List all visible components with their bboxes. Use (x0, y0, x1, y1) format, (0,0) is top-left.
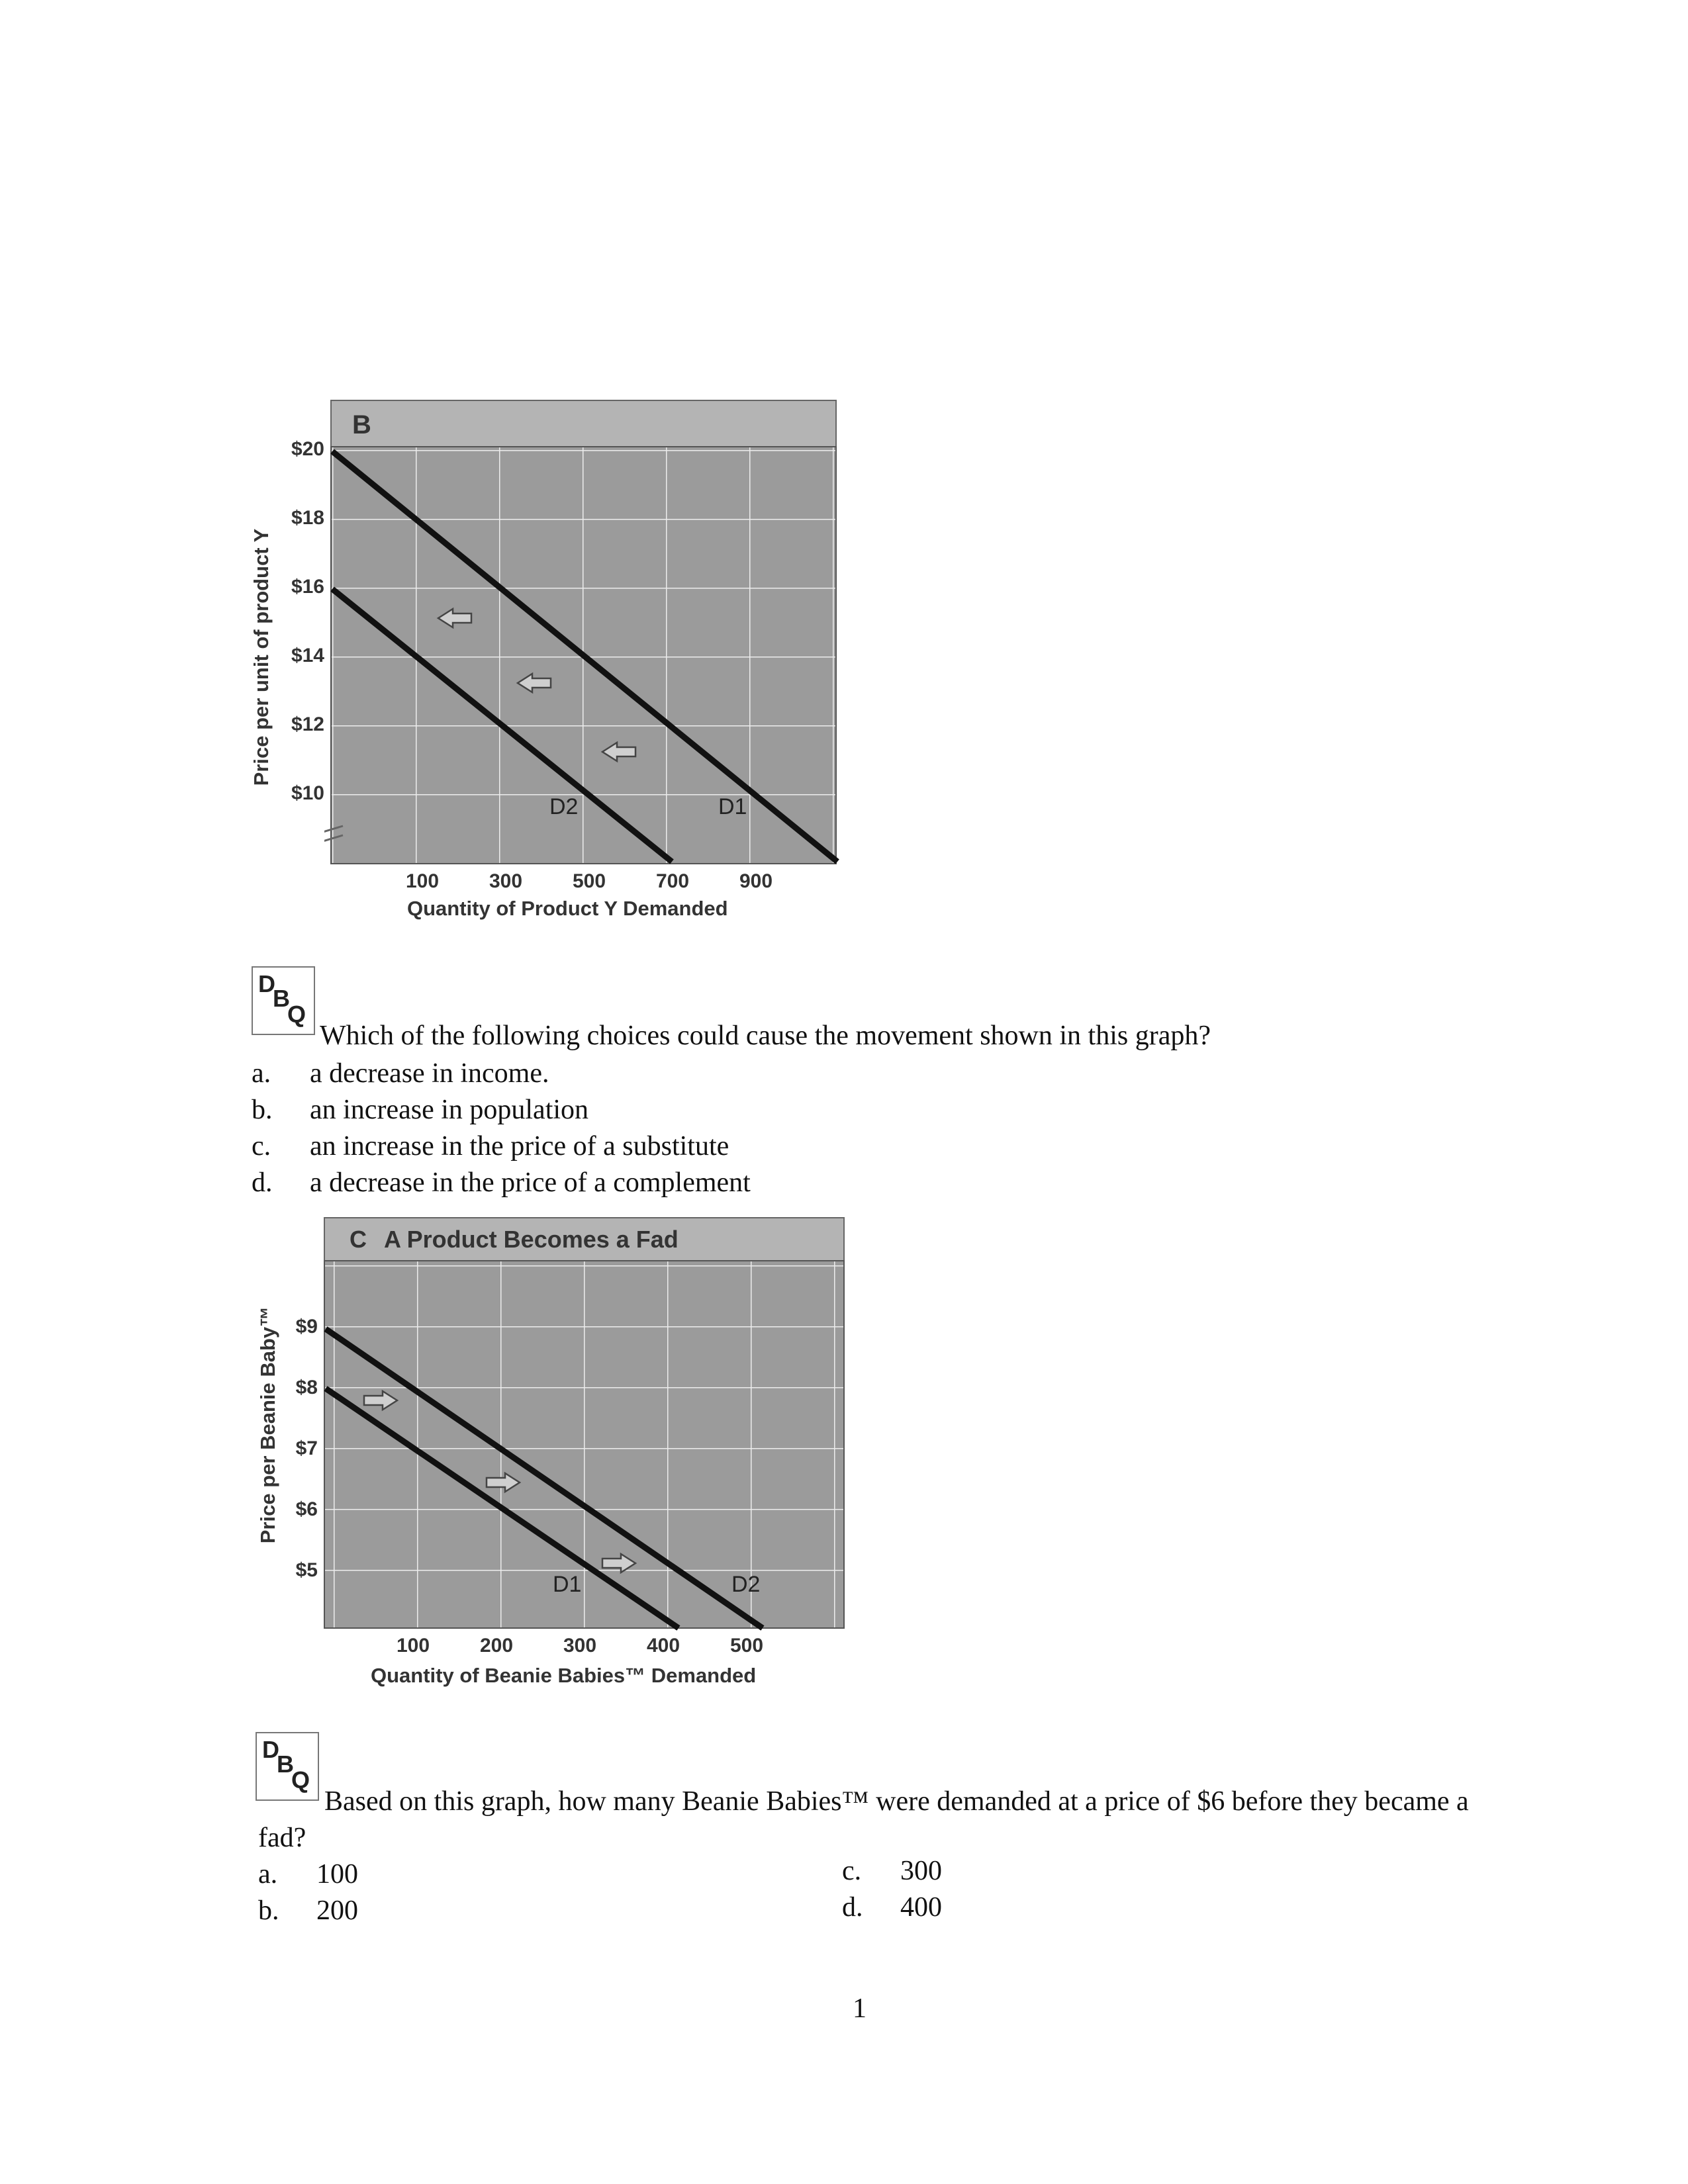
chart-b-ytick: $18 (291, 507, 324, 529)
question-2-option-letter: a. (258, 1859, 278, 1889)
page-number: 1 (853, 1993, 867, 2024)
question-2-option-text: 200 (316, 1895, 358, 1926)
dbq-icon-letter: B (277, 1751, 294, 1778)
chart-c-ytick: $6 (295, 1498, 318, 1520)
chart-c-xtick: 200 (479, 1635, 514, 1657)
chart-c-ytick: $7 (295, 1437, 318, 1459)
question-2-option-letter: c. (842, 1856, 862, 1886)
chart-c-ylabel: Price per Beanie Baby™ (256, 1306, 279, 1544)
chart-b-ytick: $20 (291, 438, 324, 460)
dbq-icon (256, 1732, 319, 1801)
chart-c-plot (318, 1211, 847, 1635)
question-2-option-text: 300 (900, 1856, 942, 1886)
dbq-icon (252, 966, 315, 1035)
chart-c-ytick: $5 (295, 1559, 318, 1581)
question-1-option-letter: d. (252, 1167, 273, 1198)
question-2-option-letter: b. (258, 1895, 279, 1926)
dbq-icon-letter: Q (287, 1001, 306, 1028)
chart-b-container (0, 0, 1688, 960)
question-1-option-letter: c. (252, 1131, 271, 1161)
chart-c-panel-label: C (350, 1226, 367, 1253)
dbq-icon-letter: B (273, 985, 290, 1012)
chart-c-title: A Product Becomes a Fad (384, 1226, 679, 1253)
chart-b-ytick: $12 (291, 713, 324, 735)
chart-b-ylabel-page: Price per unit of product Y (250, 528, 273, 786)
dbq-icon-letter: Q (291, 1766, 310, 1794)
chart-b-xtick: 700 (655, 870, 690, 892)
chart-b-ytick: $14 (291, 645, 324, 666)
chart-c-xtick: 400 (646, 1635, 680, 1657)
chart-b-plot (324, 397, 841, 870)
chart-c-xtick: 500 (729, 1635, 764, 1657)
chart-c-xtick: 300 (563, 1635, 597, 1657)
chart-b-label-d1: D1 (718, 794, 747, 819)
question-1-option-letter: b. (252, 1095, 273, 1125)
chart-b-label-d2: D2 (549, 794, 579, 819)
chart-b-xtick: 100 (405, 870, 440, 892)
chart-b-ytick: $16 (291, 576, 324, 598)
question-1-text: Which of the following choices could cause the movement shown in this graph? (320, 1021, 1211, 1051)
chart-b-xlabel: Quantity of Product Y Demanded (407, 897, 728, 920)
chart-c-container (0, 1211, 1688, 1707)
question-2-option-letter: d. (842, 1892, 863, 1923)
question-1-option-text: a decrease in income. (310, 1058, 549, 1089)
chart-c-plot-area (324, 1261, 844, 1628)
chart-c-label-d2: D2 (731, 1572, 761, 1597)
chart-c-ytick: $9 (295, 1316, 318, 1338)
dbq-icon-letter: D (262, 1736, 279, 1763)
chart-c-xlabel: Quantity of Beanie Babies™ Demanded (371, 1664, 757, 1687)
question-1-option-text: an increase in population (310, 1095, 589, 1125)
chart-b-ytick: $10 (291, 782, 324, 804)
question-1-option-text: a decrease in the price of a complement (310, 1167, 751, 1198)
chart-b-xtick: 500 (572, 870, 606, 892)
chart-c-ytick: $8 (295, 1377, 318, 1398)
question-1-option-letter: a. (252, 1058, 271, 1089)
chart-b-xtick: 900 (739, 870, 773, 892)
question-1-option-text: an increase in the price of a substitute (310, 1131, 729, 1161)
chart-c-label-d1: D1 (553, 1572, 582, 1597)
question-2-text-line2: fad? (258, 1823, 306, 1853)
question-2-option-text: 100 (316, 1859, 358, 1889)
chart-b-panel-label: B (352, 410, 371, 439)
question-2-text-line1: Based on this graph, how many Beanie Babies™ were demanded at a price of $6 before they became a (324, 1786, 1469, 1817)
question-2-option-text: 400 (900, 1892, 942, 1923)
chart-c-xtick: 100 (396, 1635, 430, 1657)
dbq-icon-letter: D (258, 970, 275, 997)
chart-b-xtick: 300 (489, 870, 523, 892)
chart-b-header-bar (331, 400, 836, 447)
